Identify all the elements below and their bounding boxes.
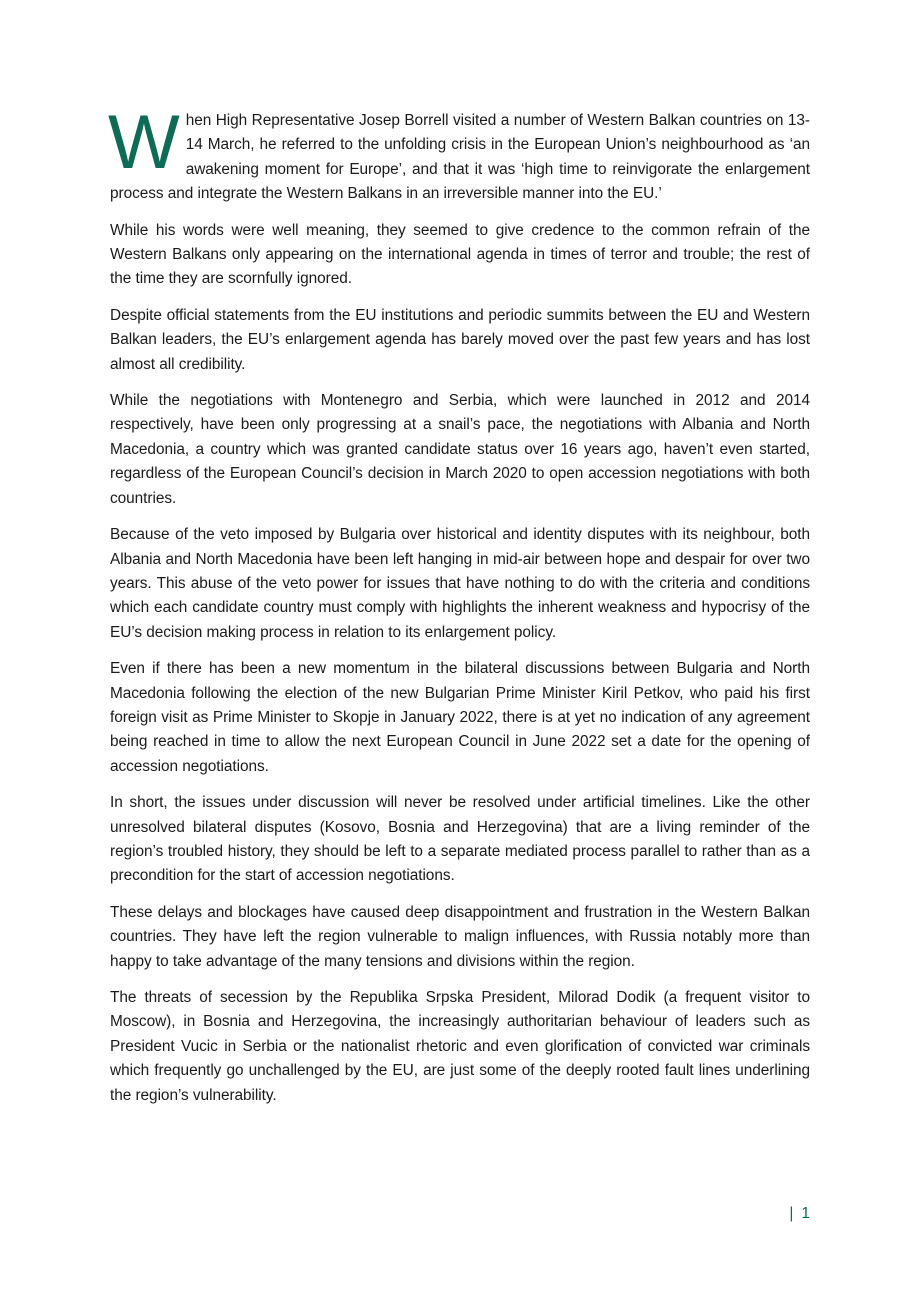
first-paragraph (108, 100, 810, 207)
paragraph-5: Because of the veto imposed by Bulgaria over historical and identity disputes with its neighbour, both Albania and North Macedonia have been left hanging in mid-air between hope and despair for over two years. This abuse of the veto power for issues that have nothing to do with the criteria and conditions which each candidate country must comply with highlights the inherent weakness and hypocrisy of the EU’s decision making process in relation to its enlargement policy. (110, 526, 810, 641)
drop-cap: W (108, 100, 180, 185)
article-body (108, 100, 810, 1120)
page-number: 1 (801, 1205, 810, 1222)
paragraph-6: Even if there has been a new momentum in the bilateral discussions between Bulgaria and North Macedonia following the election of the new Bulgarian Prime Minister Kiril Petkov, who paid his first foreign visit as Prime Minister to Skopje in January 2022, there is at yet no indication of any agreement being reached in time to allow the next European Council in June 2022 set a date for the opening of accession negotiations. (110, 660, 810, 775)
paragraph-8: These delays and blockages have caused deep disappointment and frustration in the Western Balkan countries. They have left the region vulnerable to malign influences, with Russia notably more than happy to take advantage of the many tensions and divisions within the region. (110, 903, 810, 970)
paragraph-2: While his words were well meaning, they seemed to give credence to the common refrain of the Western Balkans only appearing on the international agenda in times of terror and trouble; the rest of the time they are scornfully ignored. (110, 221, 810, 288)
page-footer (789, 1205, 810, 1223)
paragraph-9: The threats of secession by the Republika Srpska President, Milorad Dodik (a frequent visitor to Moscow), in Bosnia and Herzegovina, the increasingly authoritarian behaviour of leaders such as President Vucic in Serbia or the nationalist rhetoric and even glorification of convicted war criminals which frequently go unchallenged by the EU, are just some of the deeply rooted fault lines underlining the region’s vulnerability. (110, 989, 810, 1104)
first-paragraph-text: hen High Representative Josep Borrell visited a number of Western Balkan countries on 13-14 March, he referred to the unfolding crisis in the European Union’s neighbourhood as ‘an awakening moment for Europe’, and that it was ‘high time to reinvigorate the enlargement process and integrate the Western Balkans in an irreversible manner into the EU.’ (110, 112, 810, 203)
paragraph-7: In short, the issues under discussion will never be resolved under artificial timelines. Like the other unresolved bilateral disputes (Kosovo, Bosnia and Herzegovina) that are a living reminder of the region’s troubled history, they should be left to a separate mediated process parallel to rather than as a precondition for the start of accession negotiations. (110, 794, 810, 885)
paragraph-3: Despite official statements from the EU institutions and periodic summits between the EU and Western Balkan leaders, the EU’s enlargement agenda has barely moved over the past few years and has lost almost all credibility. (110, 306, 810, 373)
footer-separator: | (789, 1205, 794, 1222)
paragraph-4: While the negotiations with Montenegro and Serbia, which were launched in 2012 and 2014 respectively, have been only progressing at a snail’s pace, the negotiations with Albania and North Macedonia, a country which was granted candidate status over 16 years ago, haven’t even started, regardless of the European Council’s decision in March 2020 to open accession negotiations with both countries. (110, 392, 810, 507)
